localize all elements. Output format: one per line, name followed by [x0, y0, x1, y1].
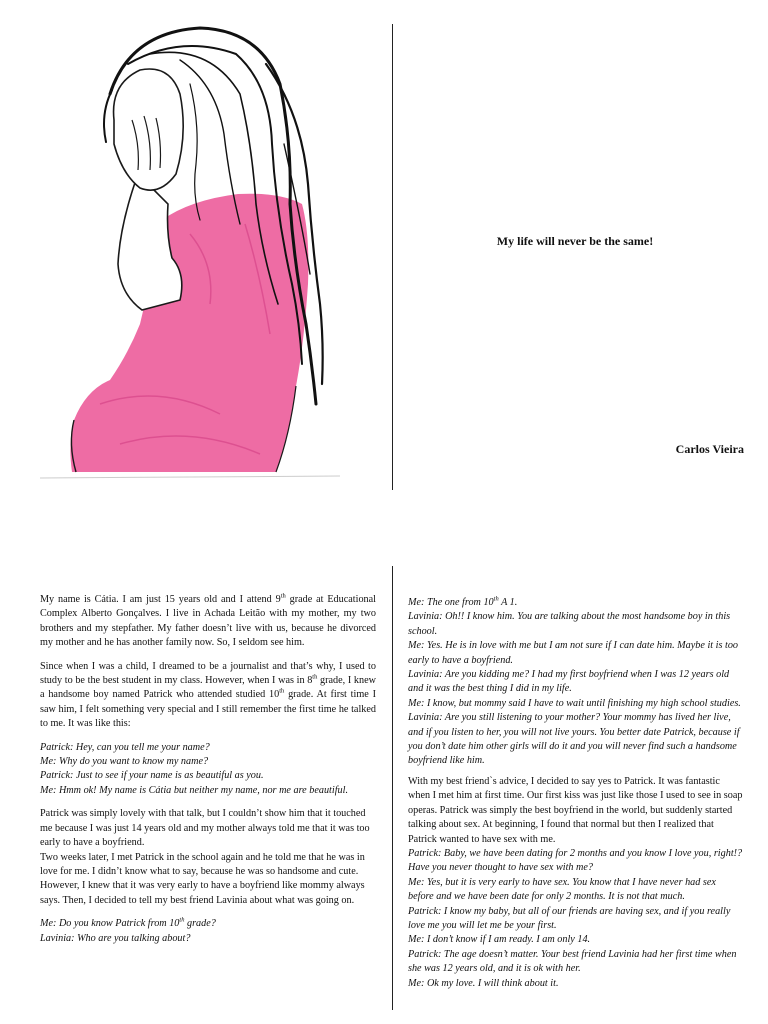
dialog-line: Me: Ok my love. I will think about it. [408, 977, 559, 989]
page-divider-top [392, 24, 393, 490]
paragraph-saying-yes: With my best friend`s advice, I decided to say yes to Patrick. It was fantastic when I met him at first time. Our first kiss was just like those I used to see in soap operas. Patrick was simply the best boyfriend in the world, but suddenly started talking about sex. At beginning, I found that normal but then I realized that Patrick wanted to have sex with me. [408, 775, 743, 845]
page-divider-bottom [392, 566, 393, 1010]
paragraph-reaction: Patrick was simply lovely with that talk, but I couldn’t show him that it touched me because I was just 14 years old and my mother always told me that it was too early to have a boyfriend. [40, 808, 370, 849]
dialog-line: Me: I don’t know if I am ready. I am only 14. [408, 934, 591, 946]
dialog-line: Me: Hmm ok! My name is Cátia but neither my name, nor me are beautiful. [40, 784, 349, 796]
dialog-line: Lavinia: Who are you talking about? [40, 932, 191, 944]
dialog-line: Patrick: I know my baby, but all of our friends are having sex, and if you really love me you will let me be your first. [408, 905, 731, 931]
dialog-line: Lavinia: Are you still listening to your mother? Your mommy has lived her live, and if you listen to her, you will not live yours. You better date Patrick, because if you don’t date him other girls will do it and you will never find such a handsome boyfriend like him. [408, 712, 740, 767]
dialog-line: Me: Yes. He is in love with me but I am not sure if I can date him. Maybe it is too early to have a boyfriend. [408, 640, 739, 666]
book-title: My life will never be the same! [496, 234, 654, 248]
dialog-line: Patrick: Just to see if your name is as beautiful as you. [40, 770, 264, 782]
dialog-line: Me: Why do you want to know my name? [40, 756, 209, 768]
story-right-column [408, 596, 744, 991]
dialog-line: Patrick: Baby, we have been dating for 2 months and you know I love you, right!?Have you never thought to have sex with me? [408, 847, 743, 874]
dialog-line: Lavinia: Oh!! I know him. You are talking about the most handsome boy in this school. [408, 611, 731, 637]
paragraph-two-weeks-later: Two weeks later, I met Patrick in the school again and he told me that he was in love for me. I didn’t know what to say, because he was so handsome and cute. However, I knew that it was very early to have a boyfriend like mommy always says. Then, I decided to tell my best friend Lavinia about what was going on. [40, 851, 365, 906]
paragraph-introduction: My name is Cátia. I am just 15 years old and I attend 9th grade at Educational Complex Alberto Gonçalves. I live in Achada Leitão with my mother, my two brothers and my stepfather. My father doesn’t live with us, because he divorced my mother and he has another family now. So, I seldom see him. [40, 592, 376, 649]
dialog-line: Me: Yes, but it is very early to have sex. You know that I have never had sex before and we have been date for only 2 months. It is not that much. [408, 876, 716, 903]
story-left-column [40, 593, 376, 946]
dialog-line: Patrick: Hey, can you tell me your name? [40, 741, 210, 753]
author-name: Carlos Vieira [675, 442, 744, 456]
dialog-line: Me: Do you know Patrick from 10th grade? [40, 916, 216, 930]
dialog-line: Patrick: The age doesn’t matter. Your best friend Lavinia had her first time when she was 12 years old, and it is ok with her. [408, 948, 737, 975]
paragraph-meeting-patrick: Since when I was a child, I dreamed to be a journalist and that’s why, I used to study to be the best student in my class. However, when I was in 8th grade, I knew a handsome boy named Patrick who attended studied 10th grade. At first time I saw him, I felt something very special and I still remember the first time he talked to me. It was like this: [40, 660, 376, 730]
sad-pregnant-girl-illustration [40, 24, 360, 480]
dialog-line: Me: The one from 10th A 1. [408, 595, 518, 608]
dialog-line: Me: I know, but mommy said I have to wait until finishing my high school studies. [408, 697, 741, 709]
pink-dress [70, 194, 308, 472]
dialog-line: Lavinia: Are you kidding me? I had my first boyfriend when I was 12 years old and it was the best thing I did in my life. [408, 669, 730, 695]
